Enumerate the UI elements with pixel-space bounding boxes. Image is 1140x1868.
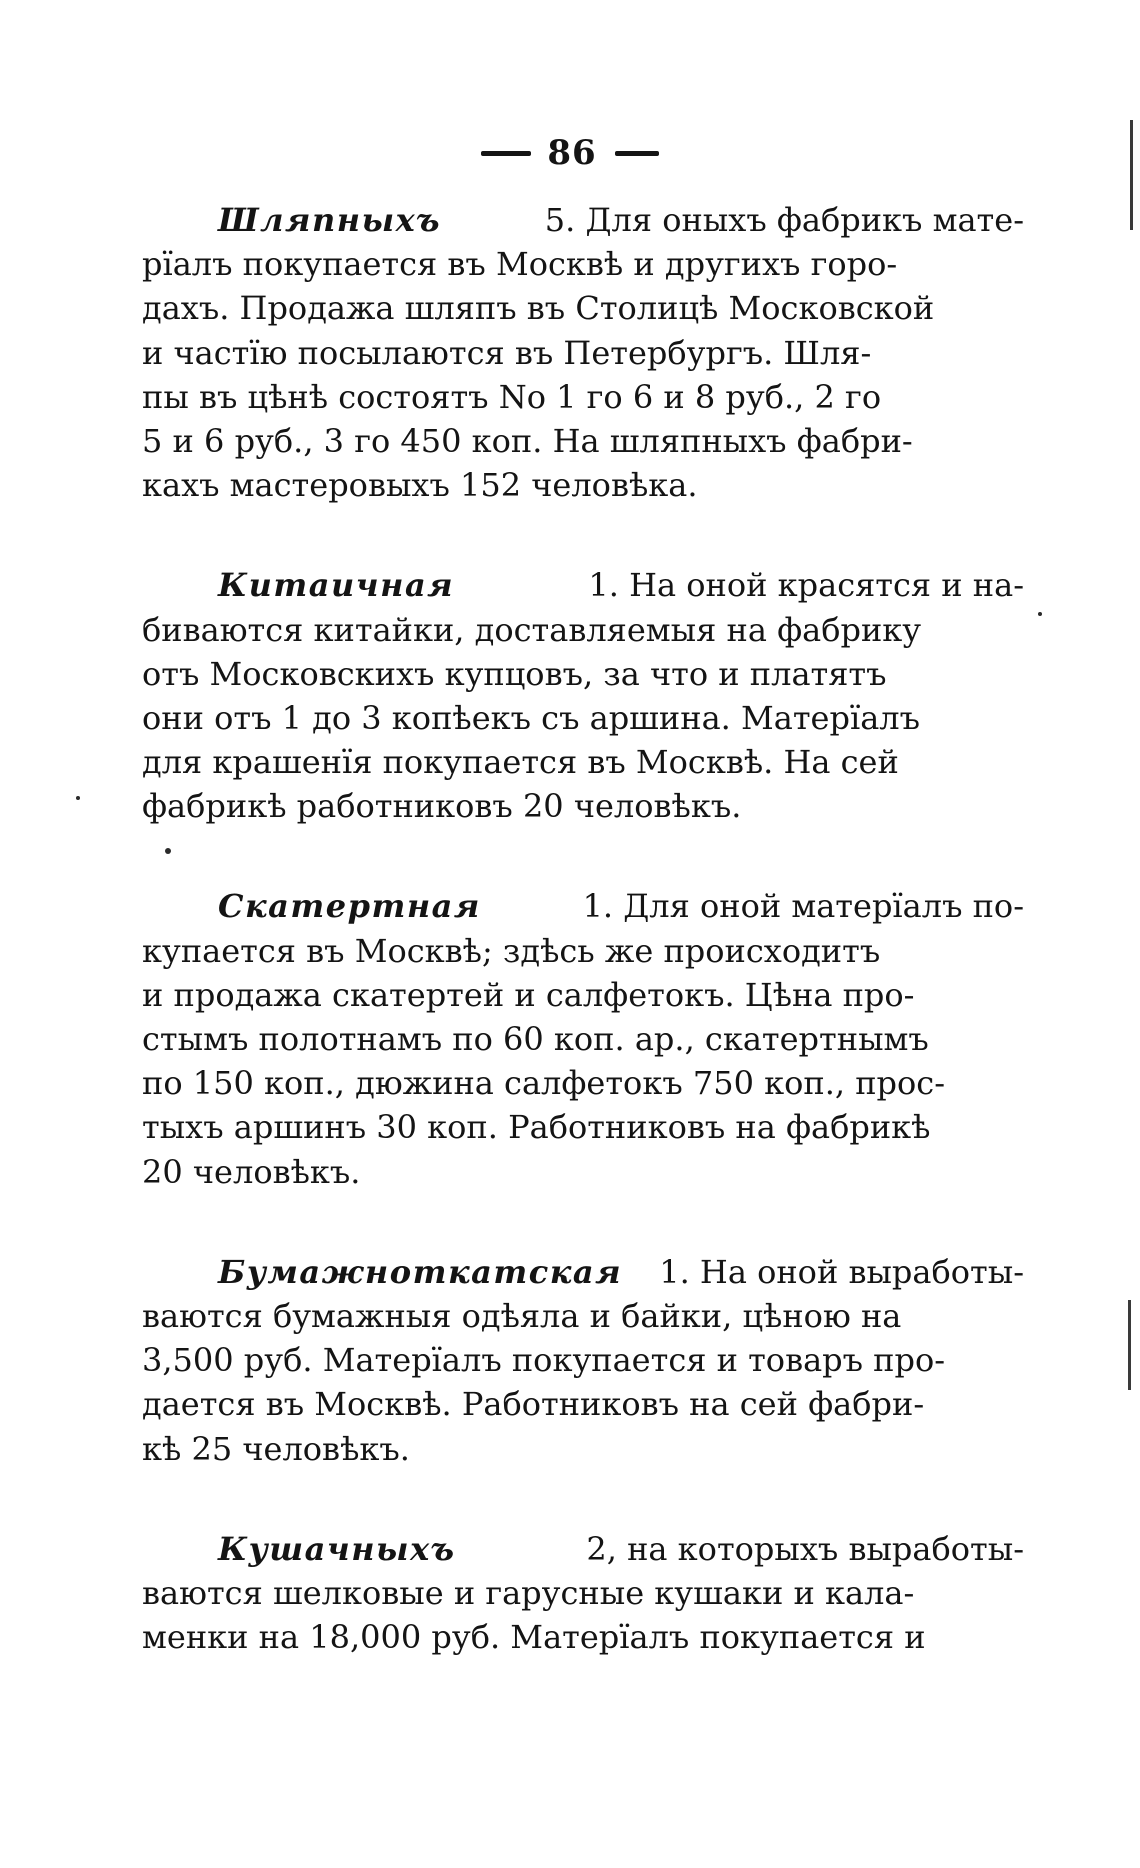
text-line: [142, 1150, 1024, 1194]
ink-speck: [165, 848, 171, 854]
paragraph-tablecloth: [142, 884, 1024, 1193]
text-line: [142, 1250, 1024, 1294]
text-line-content: купается въ Москвѣ; здѣсь же происходитъ: [142, 931, 881, 970]
text-line: [142, 929, 1024, 973]
text-line-content: они отъ 1 до 3 копѣекъ съ аршина. Матерїалъ: [142, 698, 920, 737]
paragraph-hat-factories: [142, 198, 1024, 507]
text-line: [142, 1527, 1024, 1571]
text-line-content: дахъ. Продажа шляпъ въ Столицѣ Московской: [142, 289, 935, 328]
text-line: [142, 563, 1024, 607]
text-line-content: фабрикѣ работниковъ 20 человѣкъ.: [142, 787, 742, 826]
text-line: [142, 1294, 1024, 1338]
text-line-content: 20 человѣкъ.: [142, 1152, 361, 1191]
header-dash-right: [615, 151, 659, 156]
text-line-content: кѣ 25 человѣкъ.: [142, 1429, 410, 1468]
header-dash-left: [481, 151, 531, 156]
paragraph-lead-term: Китаичная: [218, 566, 455, 605]
page-number: 86: [547, 133, 597, 173]
text-line-content: тыхъ аршинъ 30 коп. Работниковъ на фабрикѣ: [142, 1108, 931, 1147]
paragraph-lead-term: Шляпныхъ: [218, 201, 441, 239]
text-line: [142, 1105, 1024, 1149]
text-line-content: дается въ Москвѣ. Работниковъ на сей фабри-: [142, 1385, 925, 1424]
paragraph-china-cloth: [142, 563, 1024, 828]
page-header: [440, 128, 700, 178]
text-line: [142, 331, 1024, 375]
text-line: [142, 973, 1024, 1017]
text-line: [142, 740, 1024, 784]
text-line-content: кахъ мастеровыхъ 152 человѣка.: [142, 466, 698, 505]
text-line-content: ваются бумажныя одѣяла и байки, цѣною на: [142, 1296, 902, 1335]
text-line-rest: 2, на которыхъ выработы-: [586, 1529, 1024, 1568]
text-line: [142, 198, 1024, 242]
text-line: [142, 1061, 1024, 1105]
text-line-content: ваются шелковые и гарусные кушаки и кала-: [142, 1573, 915, 1612]
text-line-content: пы въ цѣнѣ состоятъ No 1 го 6 и 8 руб., 2 го: [142, 377, 882, 416]
ink-speck: [1038, 612, 1042, 616]
text-line-content: стымъ полотнамъ по 60 коп. ар., скатертнымъ: [142, 1020, 929, 1058]
text-line-content: для крашенїя покупается въ Москвѣ. На сей: [142, 743, 899, 782]
text-line: [142, 242, 1024, 286]
text-line: [142, 1338, 1024, 1382]
paragraph-lead-term: Кушачныхъ: [218, 1529, 456, 1568]
text-line: [142, 608, 1024, 652]
text-line: [142, 1382, 1024, 1426]
text-line: [142, 419, 1024, 463]
text-line-content: по 150 коп., дюжина салфетокъ 750 коп., прос-: [142, 1064, 946, 1103]
text-line-content: и продажа скатертей и салфетокъ. Цѣна про-: [142, 975, 915, 1014]
ink-speck: [76, 796, 80, 800]
paragraph-cotton-weaving: [142, 1250, 1024, 1471]
text-line: [142, 1017, 1024, 1061]
text-line: [142, 1571, 1024, 1615]
text-line: [142, 286, 1024, 330]
paragraph-lead-term: Бумажноткатская: [218, 1252, 623, 1291]
paragraph-lead-term: Скатертная: [218, 887, 481, 926]
text-line: [142, 1615, 1024, 1659]
scan-edge-mark: [1128, 1300, 1131, 1390]
text-line-content: 5 и 6 руб., 3 го 450 коп. На шляпныхъ фабри-: [142, 421, 913, 460]
paragraph-sash-factories: [142, 1527, 1024, 1660]
scan-edge-mark: [1130, 120, 1133, 230]
text-line-rest: 5. Для оныхъ фабрикъ мате-: [544, 201, 1024, 239]
text-line: [142, 463, 1024, 507]
text-line-rest: 1. Для оной матерїалъ по-: [582, 887, 1024, 926]
text-line: [142, 696, 1024, 740]
text-line-content: рїалъ покупается въ Москвѣ и другихъ горо-: [142, 245, 898, 284]
text-line-content: отъ Московскихъ купцовъ, за что и платятъ: [142, 654, 887, 693]
text-line-content: менки на 18,000 руб. Матерїалъ покупается и: [142, 1618, 926, 1657]
text-line: [142, 375, 1024, 419]
text-line: [142, 884, 1024, 928]
text-line: [142, 784, 1024, 828]
text-line-rest: 1. На оной выработы-: [659, 1252, 1024, 1291]
text-line: [142, 652, 1024, 696]
text-line: [142, 1427, 1024, 1471]
text-line-content: биваются китайки, доставляемыя на фабрику: [142, 610, 922, 649]
text-line-content: и частїю посылаются въ Петербургъ. Шля-: [142, 333, 872, 372]
body-text: [142, 198, 1024, 1715]
text-line-content: 3,500 руб. Матерїалъ покупается и товаръ про-: [142, 1341, 946, 1380]
text-line-rest: 1. На оной красятся и на-: [588, 566, 1024, 605]
